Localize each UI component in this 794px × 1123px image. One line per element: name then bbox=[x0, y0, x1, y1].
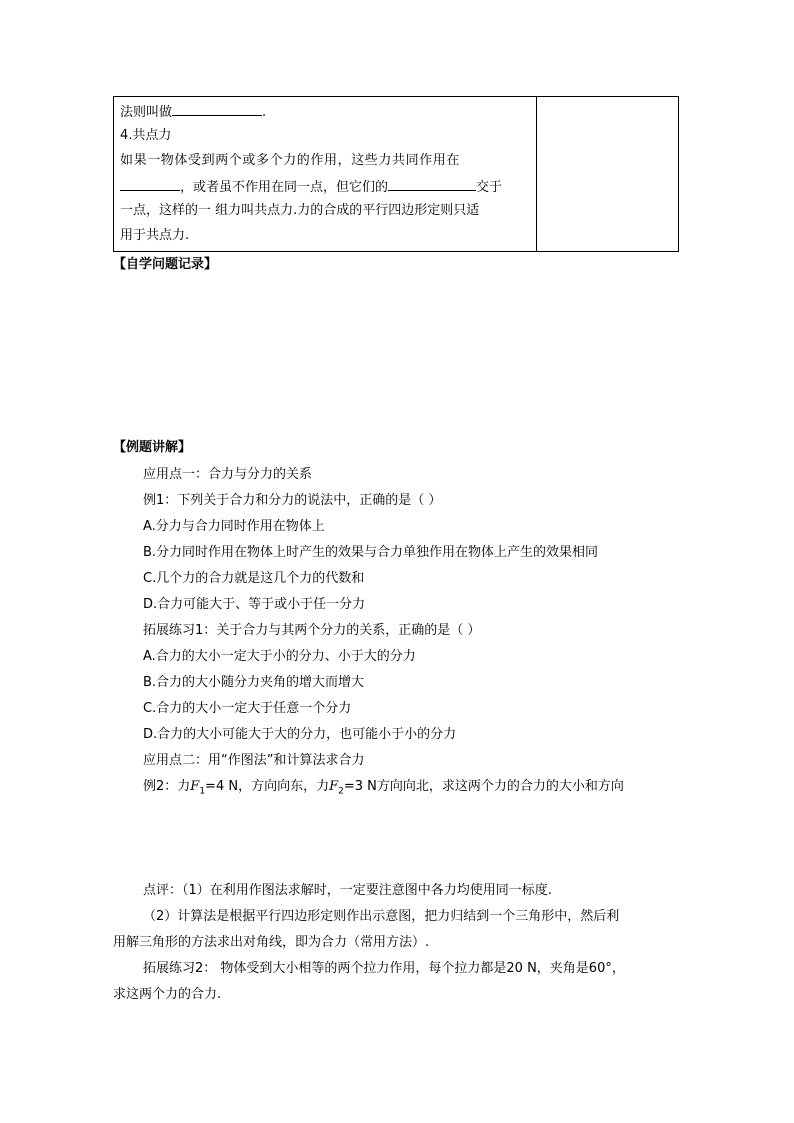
example-1-option-a: A.分力与合力同时作用在物体上 bbox=[143, 519, 325, 534]
table-line-3: 如果一物体受到两个或多个力的作用，这些力共同作用在 bbox=[120, 153, 461, 168]
application-point-2: 应用点二：用“作图法”和计算法求合力 bbox=[143, 753, 365, 768]
extension-1-option-a: A.合力的大小一定大于小的分力、小于大的分力 bbox=[143, 649, 416, 664]
force-symbol-f1: F bbox=[190, 779, 200, 794]
example-1-option-d: D.合力可能大于、等于或小于任一分力 bbox=[143, 597, 366, 612]
section-examples: 【例题讲解】 bbox=[113, 440, 192, 455]
extension-1-option-d: D.合力的大小可能大于大的分力，也可能小于小的分力 bbox=[143, 727, 457, 742]
force-subscript-2: 2 bbox=[338, 786, 344, 797]
line1-suffix: . bbox=[262, 105, 267, 120]
line1-prefix: 法则叫做 bbox=[120, 105, 173, 120]
table-line-6: 用于共点力. bbox=[120, 228, 190, 243]
ex2-text-3: =3 N方向向北，求这两个力的合力的大小和方向 bbox=[343, 779, 624, 794]
table-line-5: 一点，这样的一 组力叫共点力.力的合成的平行四边形定则只适 bbox=[120, 203, 480, 218]
concurrent-force-heading: 4.共点力 bbox=[120, 128, 172, 143]
example-1-option-c: C.几个力的合力就是这几个力的代数和 bbox=[143, 571, 365, 586]
answer-blank-2 bbox=[120, 177, 180, 191]
example-1-question: 例1：下列关于合力和分力的说法中，正确的是（ ） bbox=[143, 493, 442, 508]
force-symbol-f2: F bbox=[329, 779, 339, 794]
ex2-text-1: 例2：力 bbox=[143, 779, 191, 794]
comment-line-2: （2）计算法是根据平行四边形定则作出示意图，把力归结到一个三角形中，然后利 bbox=[143, 909, 620, 924]
extension-2-continued: 求这两个力的合力. bbox=[113, 987, 222, 1002]
line4-mid: ，或者虽不作用在同一点，但它们的 bbox=[180, 180, 389, 195]
example-1-option-b: B.分力同时作用在物体上时产生的效果与合力单独作用在物体上产生的效果相同 bbox=[143, 545, 599, 560]
force-subscript-1: 1 bbox=[199, 786, 206, 797]
answer-blank-1 bbox=[172, 102, 262, 116]
table-column-divider bbox=[536, 97, 537, 251]
extension-1-question: 拓展练习1：关于合力与其两个分力的关系，正确的是（ ） bbox=[143, 623, 481, 638]
comment-line-1: 点评：（1）在利用作图法求解时，一定要注意图中各力均使用同一标度. bbox=[143, 883, 552, 898]
content-table bbox=[113, 96, 679, 252]
table-line-4 bbox=[120, 177, 502, 197]
ex2-text-2: =4 N，方向向东，力 bbox=[205, 779, 330, 794]
example-2-question bbox=[143, 778, 624, 801]
extension-1-option-b: B.合力的大小随分力夹角的增大而增大 bbox=[143, 675, 365, 690]
line4-end: 交于 bbox=[476, 180, 503, 195]
answer-blank-3 bbox=[388, 177, 476, 191]
extension-2-question: 拓展练习2： 物体受到大小相等的两个拉力作用，每个拉力都是20 N，夹角是60°， bbox=[143, 961, 625, 976]
table-line-1 bbox=[120, 102, 266, 122]
comment-line-3: 用解三角形的方法求出对角线，即为合力（常用方法）. bbox=[113, 935, 430, 950]
extension-1-option-c: C.合力的大小一定大于任意一个分力 bbox=[143, 701, 352, 716]
section-self-study: 【自学问题记录】 bbox=[113, 257, 218, 272]
application-point-1: 应用点一：合力与分力的关系 bbox=[143, 467, 313, 482]
